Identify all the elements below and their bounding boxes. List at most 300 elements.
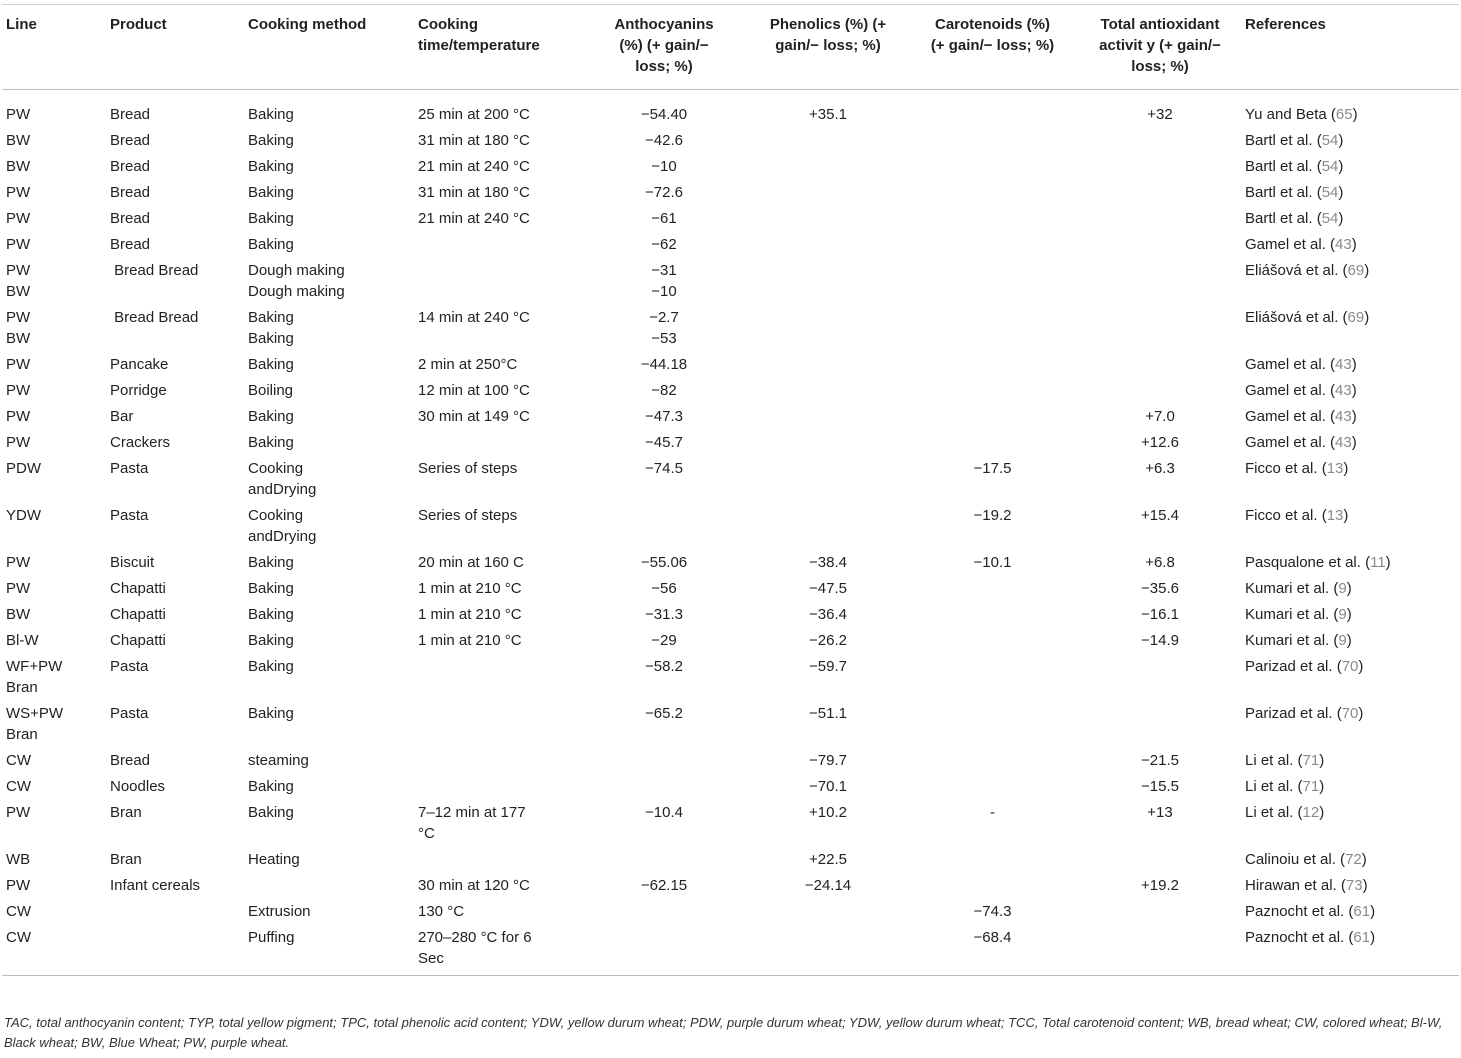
reference-author: Parizad et al. ( — [1245, 705, 1342, 722]
cell-time — [418, 701, 582, 748]
cell-reference — [1245, 748, 1459, 774]
cell-carot: −10.1 — [973, 554, 1012, 571]
reference-author: Ficco et al. ( — [1245, 507, 1327, 524]
cell-antho — [582, 774, 746, 800]
cell-tac — [1075, 305, 1245, 352]
cell-method: steaming — [248, 752, 309, 769]
cell-antho — [582, 899, 746, 925]
cell-time: 31 min at 180 °C — [418, 184, 530, 201]
cell-line: CW — [6, 778, 31, 795]
cell-tac — [1075, 701, 1245, 748]
cell-time: Series of steps — [418, 507, 518, 524]
cell-antho: −44.18 — [640, 356, 688, 373]
cell-phen — [746, 206, 910, 232]
reference-number[interactable]: 54 — [1321, 158, 1339, 175]
cell-line: PW BW — [6, 309, 31, 347]
cell-phen — [746, 305, 910, 352]
table-row — [2, 430, 1459, 456]
cell-method: Cooking andDrying — [248, 460, 317, 498]
cell-tac: −16.1 — [1141, 606, 1179, 623]
reference-author: Calinoiu et al. ( — [1245, 851, 1346, 868]
cell-reference — [1245, 305, 1459, 352]
cell-tac — [1075, 180, 1245, 206]
cell-line: PW — [6, 434, 31, 451]
cell-carot — [910, 701, 1075, 748]
cell-time: 20 min at 160 C — [418, 554, 524, 571]
cell-tac — [1075, 258, 1245, 305]
cell-tac: −15.5 — [1141, 778, 1179, 795]
cell-method: Baking — [248, 658, 294, 675]
cell-carot — [910, 602, 1075, 628]
cell-antho: −47.3 — [645, 408, 683, 425]
cell-phen — [746, 154, 910, 180]
reference-number[interactable]: 9 — [1338, 580, 1347, 597]
cell-tac: +32 — [1147, 106, 1173, 123]
reference-close: ) — [1351, 236, 1357, 253]
table-row — [2, 847, 1459, 873]
reference-number[interactable]: 9 — [1338, 606, 1347, 623]
cell-carot — [910, 628, 1075, 654]
cell-line: PW — [6, 382, 31, 399]
cell-time: Series of steps — [418, 460, 518, 477]
cell-method: Baking — [248, 132, 294, 149]
cell-time: 1 min at 210 °C — [418, 580, 522, 597]
table-row — [2, 602, 1459, 628]
cell-tac: −14.9 — [1141, 632, 1179, 649]
cell-product: Bar — [110, 408, 134, 425]
reference-number[interactable]: 43 — [1335, 236, 1352, 253]
header-line: Line — [2, 5, 110, 90]
cell-reference — [1245, 456, 1459, 503]
cell-reference — [1245, 925, 1459, 976]
table-row — [2, 748, 1459, 774]
cell-time: 130 °C — [418, 903, 465, 920]
cell-carot — [910, 847, 1075, 873]
cell-tac — [1075, 352, 1245, 378]
cell-method: Baking — [248, 184, 294, 201]
cell-method — [248, 873, 418, 899]
table-row — [2, 90, 1459, 129]
cell-phen: −36.4 — [809, 606, 847, 623]
cell-method: Baking — [248, 778, 294, 795]
reference-number[interactable]: 43 — [1335, 408, 1352, 425]
cell-product: Pasta — [110, 705, 149, 722]
cell-method: Baking — [248, 356, 294, 373]
reference-close: ) — [1319, 804, 1325, 821]
table-row — [2, 654, 1459, 701]
cell-method: Extrusion — [248, 903, 311, 920]
reference-author: Gamel et al. ( — [1245, 356, 1336, 373]
reference-close: ) — [1361, 851, 1367, 868]
cell-carot — [910, 154, 1075, 180]
cell-phen — [746, 180, 910, 206]
cell-carot: −19.2 — [973, 507, 1012, 524]
reference-close: ) — [1370, 903, 1376, 920]
reference-author: Yu and Beta ( — [1245, 106, 1336, 123]
reference-number[interactable]: 54 — [1321, 132, 1339, 149]
cell-antho: −62 — [651, 236, 677, 253]
cell-time — [418, 430, 582, 456]
cell-line: WF+PW Bran — [6, 658, 63, 696]
reference-number[interactable]: 43 — [1335, 382, 1352, 399]
cell-line: PW — [6, 106, 31, 123]
cell-line: PW — [6, 210, 31, 227]
cell-reference — [1245, 654, 1459, 701]
cell-tac: −35.6 — [1141, 580, 1179, 597]
cell-phen: +10.2 — [809, 804, 847, 821]
cell-line: YDW — [6, 507, 41, 524]
cell-method: Baking — [248, 408, 294, 425]
cell-time — [418, 748, 582, 774]
reference-close: ) — [1358, 658, 1364, 675]
cell-antho: −10 — [651, 158, 677, 175]
cell-reference — [1245, 206, 1459, 232]
cell-reference — [1245, 404, 1459, 430]
cell-line: PW — [6, 356, 31, 373]
cell-phen — [746, 128, 910, 154]
reference-close: ) — [1319, 778, 1325, 795]
cell-reference — [1245, 847, 1459, 873]
cell-line: PW — [6, 554, 31, 571]
cell-time — [418, 654, 582, 701]
cell-phen — [746, 404, 910, 430]
cell-phen — [746, 925, 910, 976]
cell-tac — [1075, 925, 1245, 976]
cell-time: 30 min at 120 °C — [418, 877, 530, 894]
cell-line: PW — [6, 408, 31, 425]
cell-carot — [910, 774, 1075, 800]
cell-method: Baking — [248, 705, 294, 722]
reference-number[interactable]: 12 — [1302, 804, 1320, 821]
header-phenolics — [746, 5, 910, 90]
table-row — [2, 456, 1459, 503]
cell-line: PW — [6, 804, 31, 821]
reference-close: ) — [1338, 132, 1344, 149]
cell-antho: −62.15 — [640, 877, 688, 894]
reference-author: Li et al. ( — [1245, 778, 1303, 795]
reference-close: ) — [1364, 262, 1370, 279]
cell-tac — [1075, 154, 1245, 180]
table-row — [2, 258, 1459, 305]
reference-author: Hirawan et al. ( — [1245, 877, 1346, 894]
reference-number[interactable]: 54 — [1321, 184, 1339, 201]
table-row — [2, 305, 1459, 352]
cell-carot — [910, 576, 1075, 602]
reference-close: ) — [1362, 877, 1368, 894]
cell-antho: −42.6 — [645, 132, 683, 149]
cell-carot — [910, 258, 1075, 305]
cell-method: Baking — [248, 804, 294, 821]
cell-tac — [1075, 206, 1245, 232]
cell-tac — [1075, 128, 1245, 154]
header-product: Product — [110, 5, 248, 90]
reference-number[interactable]: 72 — [1345, 851, 1362, 868]
cooking-effects-table — [2, 4, 1459, 976]
table-row — [2, 206, 1459, 232]
cell-carot — [910, 430, 1075, 456]
cell-product: Bread — [110, 184, 151, 201]
cell-reference — [1245, 602, 1459, 628]
cell-antho: −54.40 — [640, 106, 688, 123]
cell-line: BW — [6, 606, 31, 623]
cell-phen — [746, 430, 910, 456]
cell-time: 21 min at 240 °C — [418, 210, 530, 227]
reference-number[interactable]: 43 — [1335, 356, 1352, 373]
cell-antho — [582, 847, 746, 873]
cell-product: Chapatti — [110, 580, 166, 597]
reference-author: Paznocht et al. ( — [1245, 903, 1354, 920]
reference-author: Kumari et al. ( — [1245, 606, 1339, 623]
cell-product: Pasta — [110, 460, 149, 477]
cell-product: Pasta — [110, 507, 149, 524]
cell-phen — [746, 503, 910, 550]
table-row — [2, 503, 1459, 550]
cell-method: Baking — [248, 434, 294, 451]
cell-method: Cooking andDrying — [248, 507, 317, 545]
cell-phen: +35.1 — [809, 106, 847, 123]
cell-reference — [1245, 180, 1459, 206]
reference-number[interactable]: 43 — [1335, 434, 1352, 451]
reference-number[interactable]: 54 — [1321, 210, 1339, 227]
cell-carot — [910, 180, 1075, 206]
cell-antho: −58.2 — [645, 658, 683, 675]
cell-time: 12 min at 100 °C — [418, 382, 530, 399]
reference-close: ) — [1364, 309, 1370, 326]
cell-antho — [582, 748, 746, 774]
cell-product — [110, 899, 248, 925]
cell-phen: −59.7 — [809, 658, 847, 675]
reference-number[interactable]: 61 — [1353, 929, 1371, 946]
cell-product: Bread Bread — [110, 309, 199, 326]
reference-number[interactable]: 65 — [1335, 106, 1353, 123]
cell-reference — [1245, 628, 1459, 654]
cell-phen: −51.1 — [809, 705, 847, 722]
cell-antho: −31 −10 — [651, 262, 677, 300]
cell-reference — [1245, 774, 1459, 800]
cell-time — [418, 847, 582, 873]
reference-author: Gamel et al. ( — [1245, 408, 1336, 425]
cell-time — [418, 774, 582, 800]
cell-line: PW BW — [6, 262, 31, 300]
cell-line: BW — [6, 132, 31, 149]
cell-line: CW — [6, 752, 31, 769]
cell-carot — [910, 90, 1075, 129]
cell-time: 25 min at 200 °C — [418, 106, 530, 123]
reference-close: ) — [1351, 382, 1357, 399]
header-anthocyanins-text: Anthocyanins (%) (+ gain/− loss; %) — [614, 16, 714, 75]
cell-method: Boiling — [248, 382, 294, 399]
cell-time: 7–12 min at 177 °C — [418, 804, 526, 842]
table-row — [2, 550, 1459, 576]
cell-carot — [910, 654, 1075, 701]
reference-author: Bartl et al. ( — [1245, 132, 1322, 149]
header-anthocyanins — [582, 5, 746, 90]
cell-line: Bl-W — [6, 632, 39, 649]
cell-phen: −24.14 — [804, 877, 852, 894]
cell-method: Baking — [248, 580, 294, 597]
table-row — [2, 800, 1459, 847]
reference-number[interactable]: 61 — [1353, 903, 1371, 920]
reference-close: ) — [1351, 434, 1357, 451]
table-row — [2, 180, 1459, 206]
cell-product: Chapatti — [110, 632, 166, 649]
table-row — [2, 404, 1459, 430]
cell-method: Baking — [248, 606, 294, 623]
cell-carot — [910, 873, 1075, 899]
cell-time: 30 min at 149 °C — [418, 408, 530, 425]
reference-number[interactable]: 71 — [1302, 752, 1320, 769]
cell-reference — [1245, 873, 1459, 899]
cell-reference — [1245, 701, 1459, 748]
cell-product: Bread Bread — [110, 262, 199, 279]
header-carotenoids — [910, 5, 1075, 90]
reference-author: Bartl et al. ( — [1245, 184, 1322, 201]
cell-method: Baking — [248, 210, 294, 227]
cell-product: Crackers — [110, 434, 171, 451]
cell-product: Pancake — [110, 356, 169, 373]
cell-time: 21 min at 240 °C — [418, 158, 530, 175]
cell-antho: −72.6 — [645, 184, 683, 201]
cell-phen — [746, 258, 910, 305]
cell-line: CW — [6, 929, 31, 946]
cell-tac: +12.6 — [1141, 434, 1179, 451]
table-footnote: TAC, total anthocyanin content; TYP, total yellow pigment; TPC, total phenolic acid content; YDW, yellow durum wheat; PDW, purple durum wheat; YDW, yellow durum wheat; TCC, Total carotenoid content; WB, bread wheat; CW, colored wheat; Bl-W, Black wheat; BW, Blue Wheat; PW, purple wheat. — [4, 1015, 1443, 1050]
cell-reference — [1245, 378, 1459, 404]
table-row — [2, 576, 1459, 602]
header-carotenoids-text: Carotenoids (%) (+ gain/− loss; %) — [930, 16, 1055, 54]
cell-carot: −17.5 — [973, 460, 1012, 477]
table-row — [2, 701, 1459, 748]
reference-number[interactable]: 13 — [1326, 507, 1344, 524]
cell-method: Baking — [248, 554, 294, 571]
cell-product: Bread — [110, 132, 151, 149]
cell-phen: −38.4 — [809, 554, 847, 571]
cell-antho: −74.5 — [645, 460, 683, 477]
cell-antho: −82 — [651, 382, 677, 399]
cell-antho: −56 — [651, 580, 677, 597]
cell-tac: +6.8 — [1145, 554, 1175, 571]
cell-line: PW — [6, 236, 31, 253]
cell-carot — [910, 305, 1075, 352]
reference-number[interactable]: 69 — [1347, 309, 1365, 326]
cell-method: Dough making Dough making — [248, 262, 345, 300]
cell-phen — [746, 456, 910, 503]
cell-phen: −70.1 — [809, 778, 847, 795]
cell-time: 1 min at 210 °C — [418, 632, 522, 649]
cell-reference — [1245, 258, 1459, 305]
cell-time — [418, 258, 582, 305]
cell-method: Baking Baking — [248, 309, 294, 347]
cell-carot — [910, 748, 1075, 774]
cell-product: Bread — [110, 106, 151, 123]
header-phenolics-text: Phenolics (%) (+ gain/− loss; %) — [769, 16, 887, 54]
cell-tac — [1075, 654, 1245, 701]
reference-close: ) — [1370, 929, 1376, 946]
cell-time: 270–280 °C for 6 Sec — [418, 929, 532, 967]
cell-reference — [1245, 576, 1459, 602]
table-row — [2, 378, 1459, 404]
cell-antho: −45.7 — [645, 434, 683, 451]
table-row — [2, 232, 1459, 258]
cell-product: Bran — [110, 851, 142, 868]
table-header-row — [2, 5, 1459, 90]
reference-close: ) — [1346, 606, 1352, 623]
reference-author: Bartl et al. ( — [1245, 210, 1322, 227]
cell-reference — [1245, 154, 1459, 180]
reference-number[interactable]: 69 — [1347, 262, 1365, 279]
cell-reference — [1245, 430, 1459, 456]
header-cooking-time — [418, 5, 582, 90]
reference-close: ) — [1346, 632, 1352, 649]
header-total-antioxidant — [1075, 5, 1245, 90]
cell-tac: +19.2 — [1141, 877, 1179, 894]
table-row — [2, 628, 1459, 654]
reference-close: ) — [1351, 356, 1357, 373]
cell-reference — [1245, 352, 1459, 378]
cell-product: Biscuit — [110, 554, 155, 571]
reference-number[interactable]: 9 — [1338, 632, 1347, 649]
table-row — [2, 128, 1459, 154]
cell-phen: +22.5 — [809, 851, 847, 868]
cell-carot — [910, 352, 1075, 378]
table-row — [2, 873, 1459, 899]
reference-close: ) — [1358, 705, 1364, 722]
reference-number[interactable]: 70 — [1341, 705, 1359, 722]
cell-time: 1 min at 210 °C — [418, 606, 522, 623]
reference-number[interactable]: 13 — [1326, 460, 1344, 477]
table-row — [2, 352, 1459, 378]
reference-author: Pasqualone et al. ( — [1245, 554, 1371, 571]
cell-product — [110, 925, 248, 976]
cell-reference — [1245, 550, 1459, 576]
cell-line: BW — [6, 158, 31, 175]
reference-number[interactable]: 73 — [1345, 877, 1363, 894]
cell-line: PW — [6, 580, 31, 597]
cell-antho: −61 — [651, 210, 677, 227]
cell-line: WS+PW Bran — [6, 705, 64, 743]
cell-product: Bread — [110, 752, 151, 769]
cell-tac: +6.3 — [1145, 460, 1175, 477]
reference-author: Gamel et al. ( — [1245, 236, 1336, 253]
reference-author: Kumari et al. ( — [1245, 632, 1339, 649]
cell-line: PW — [6, 184, 31, 201]
cell-antho: −2.7 −53 — [649, 309, 679, 347]
cell-carot — [910, 404, 1075, 430]
cell-antho: −31.3 — [645, 606, 683, 623]
cell-reference — [1245, 899, 1459, 925]
cell-line: WB — [6, 851, 31, 868]
reference-close: ) — [1343, 507, 1349, 524]
reference-close: ) — [1346, 580, 1352, 597]
reference-author: Li et al. ( — [1245, 752, 1303, 769]
cell-carot: - — [990, 804, 995, 821]
reference-number[interactable]: 71 — [1302, 778, 1320, 795]
cell-carot — [910, 128, 1075, 154]
cell-method: Baking — [248, 106, 294, 123]
cell-carot: −68.4 — [973, 929, 1012, 946]
reference-number[interactable]: 11 — [1370, 554, 1386, 571]
cell-time: 14 min at 240 °C — [418, 309, 530, 326]
cell-phen — [746, 378, 910, 404]
reference-author: Paznocht et al. ( — [1245, 929, 1354, 946]
cell-tac — [1075, 232, 1245, 258]
cell-line: PW — [6, 877, 31, 894]
reference-author: Eliášová et al. ( — [1245, 262, 1348, 279]
reference-author: Bartl et al. ( — [1245, 158, 1322, 175]
header-cooking-time-text: Cooking time/temperature — [418, 16, 540, 54]
reference-number[interactable]: 70 — [1341, 658, 1359, 675]
cell-method: Heating — [248, 851, 300, 868]
